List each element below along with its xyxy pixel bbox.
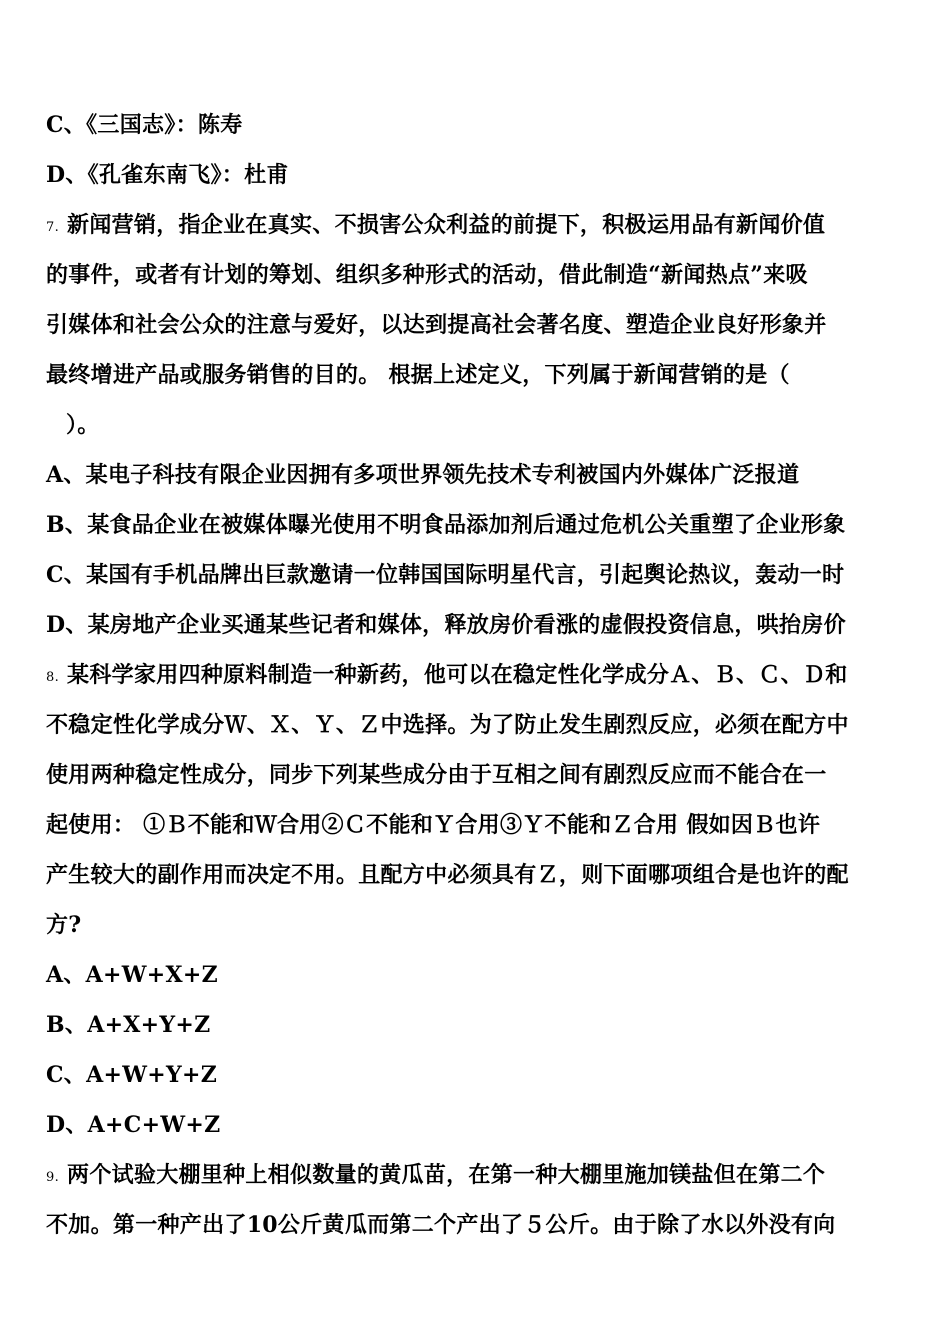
q7-option-d: D、某房地产企业买通某些记者和媒体，释放房价看涨的虚假投资信息，哄抬房价 <box>46 612 846 638</box>
q7-stem-line-3: 引媒体和社会公众的注意与爱好，以达到提高社会著名度、塑造企业良好形象并 <box>46 312 827 338</box>
q9-stem-text-1: 两个试验大棚里种上相似数量的黄瓜苗，在第一种大棚里施加镁盐但在第二个 <box>67 1162 826 1188</box>
q8-option-c: C、A+W+Y+Z <box>46 1062 218 1088</box>
q7-stem-line-5: ）。 <box>66 412 100 438</box>
q7-stem-text-1: 新闻营销，指企业在真实、不损害公众利益的前提下，积极运用品有新闻价值 <box>67 212 826 238</box>
q7-stem-line-2: 的事件，或者有计划的筹划、组织多种形式的活动，借此制造“新闻热点”来吸 <box>46 262 808 288</box>
q9-stem-line-2: 不加。第一种产出了10公斤黄瓜而第二个产出了５公斤。由于除了水以外没有向 <box>46 1212 836 1238</box>
q7-option-c: C、某国有手机品牌出巨款邀请一位韩国国际明星代言，引起舆论热议，轰动一时 <box>46 562 845 588</box>
q8-stem-line-5: 产生较大的副作用而决定不用。且配方中必须具有Ｚ，则下面哪项组合是也许的配 <box>46 862 849 888</box>
q8-stem-line-6: 方? <box>46 912 82 938</box>
q9-stem-line-1 <box>46 1160 825 1193</box>
q8-option-b: B、A+X+Y+Z <box>46 1012 211 1038</box>
q7-number: 7. <box>46 220 60 235</box>
q8-stem-text-1: 某科学家用四种原料制造一种新药，他可以在稳定性化学成分Ａ、Ｂ、Ｃ、Ｄ和 <box>67 662 848 688</box>
q7-option-a: A、某电子科技有限企业因拥有多项世界领先技术专利被国内外媒体广泛报道 <box>46 462 800 488</box>
q6-option-d: D、《孔雀东南飞》：杜甫 <box>46 162 289 188</box>
q7-stem-line-1 <box>46 210 825 243</box>
q9-number: 9. <box>46 1170 60 1185</box>
q8-option-d: D、A+C+W+Z <box>46 1112 221 1138</box>
q8-stem-line-3: 使用两种稳定性成分，同步下列某些成分由于互相之间有剧烈反应而不能合在一 <box>46 762 827 788</box>
q8-stem-line-1 <box>46 660 848 693</box>
q8-option-a: A、A+W+X+Z <box>46 962 218 988</box>
q7-stem-line-4: 最终增进产品或服务销售的目的。 根据上述定义，下列属于新闻营销的是（ <box>46 362 790 388</box>
q8-stem-line-2: 不稳定性化学成分Ｗ、Ｘ、Ｙ、Ｚ中选择。为了防止发生剧烈反应，必须在配方中 <box>46 712 849 738</box>
q7-option-b: B、某食品企业在被媒体曝光使用不明食品添加剂后通过危机公关重塑了企业形象 <box>46 512 846 538</box>
q6-option-c: C、《三国志》：陈寿 <box>46 112 243 138</box>
q8-number: 8. <box>46 670 60 685</box>
q8-stem-line-4: 起使用： ①Ｂ不能和Ｗ合用②Ｃ不能和Ｙ合用③Ｙ不能和Ｚ合用 假如因Ｂ也许 <box>46 812 821 838</box>
